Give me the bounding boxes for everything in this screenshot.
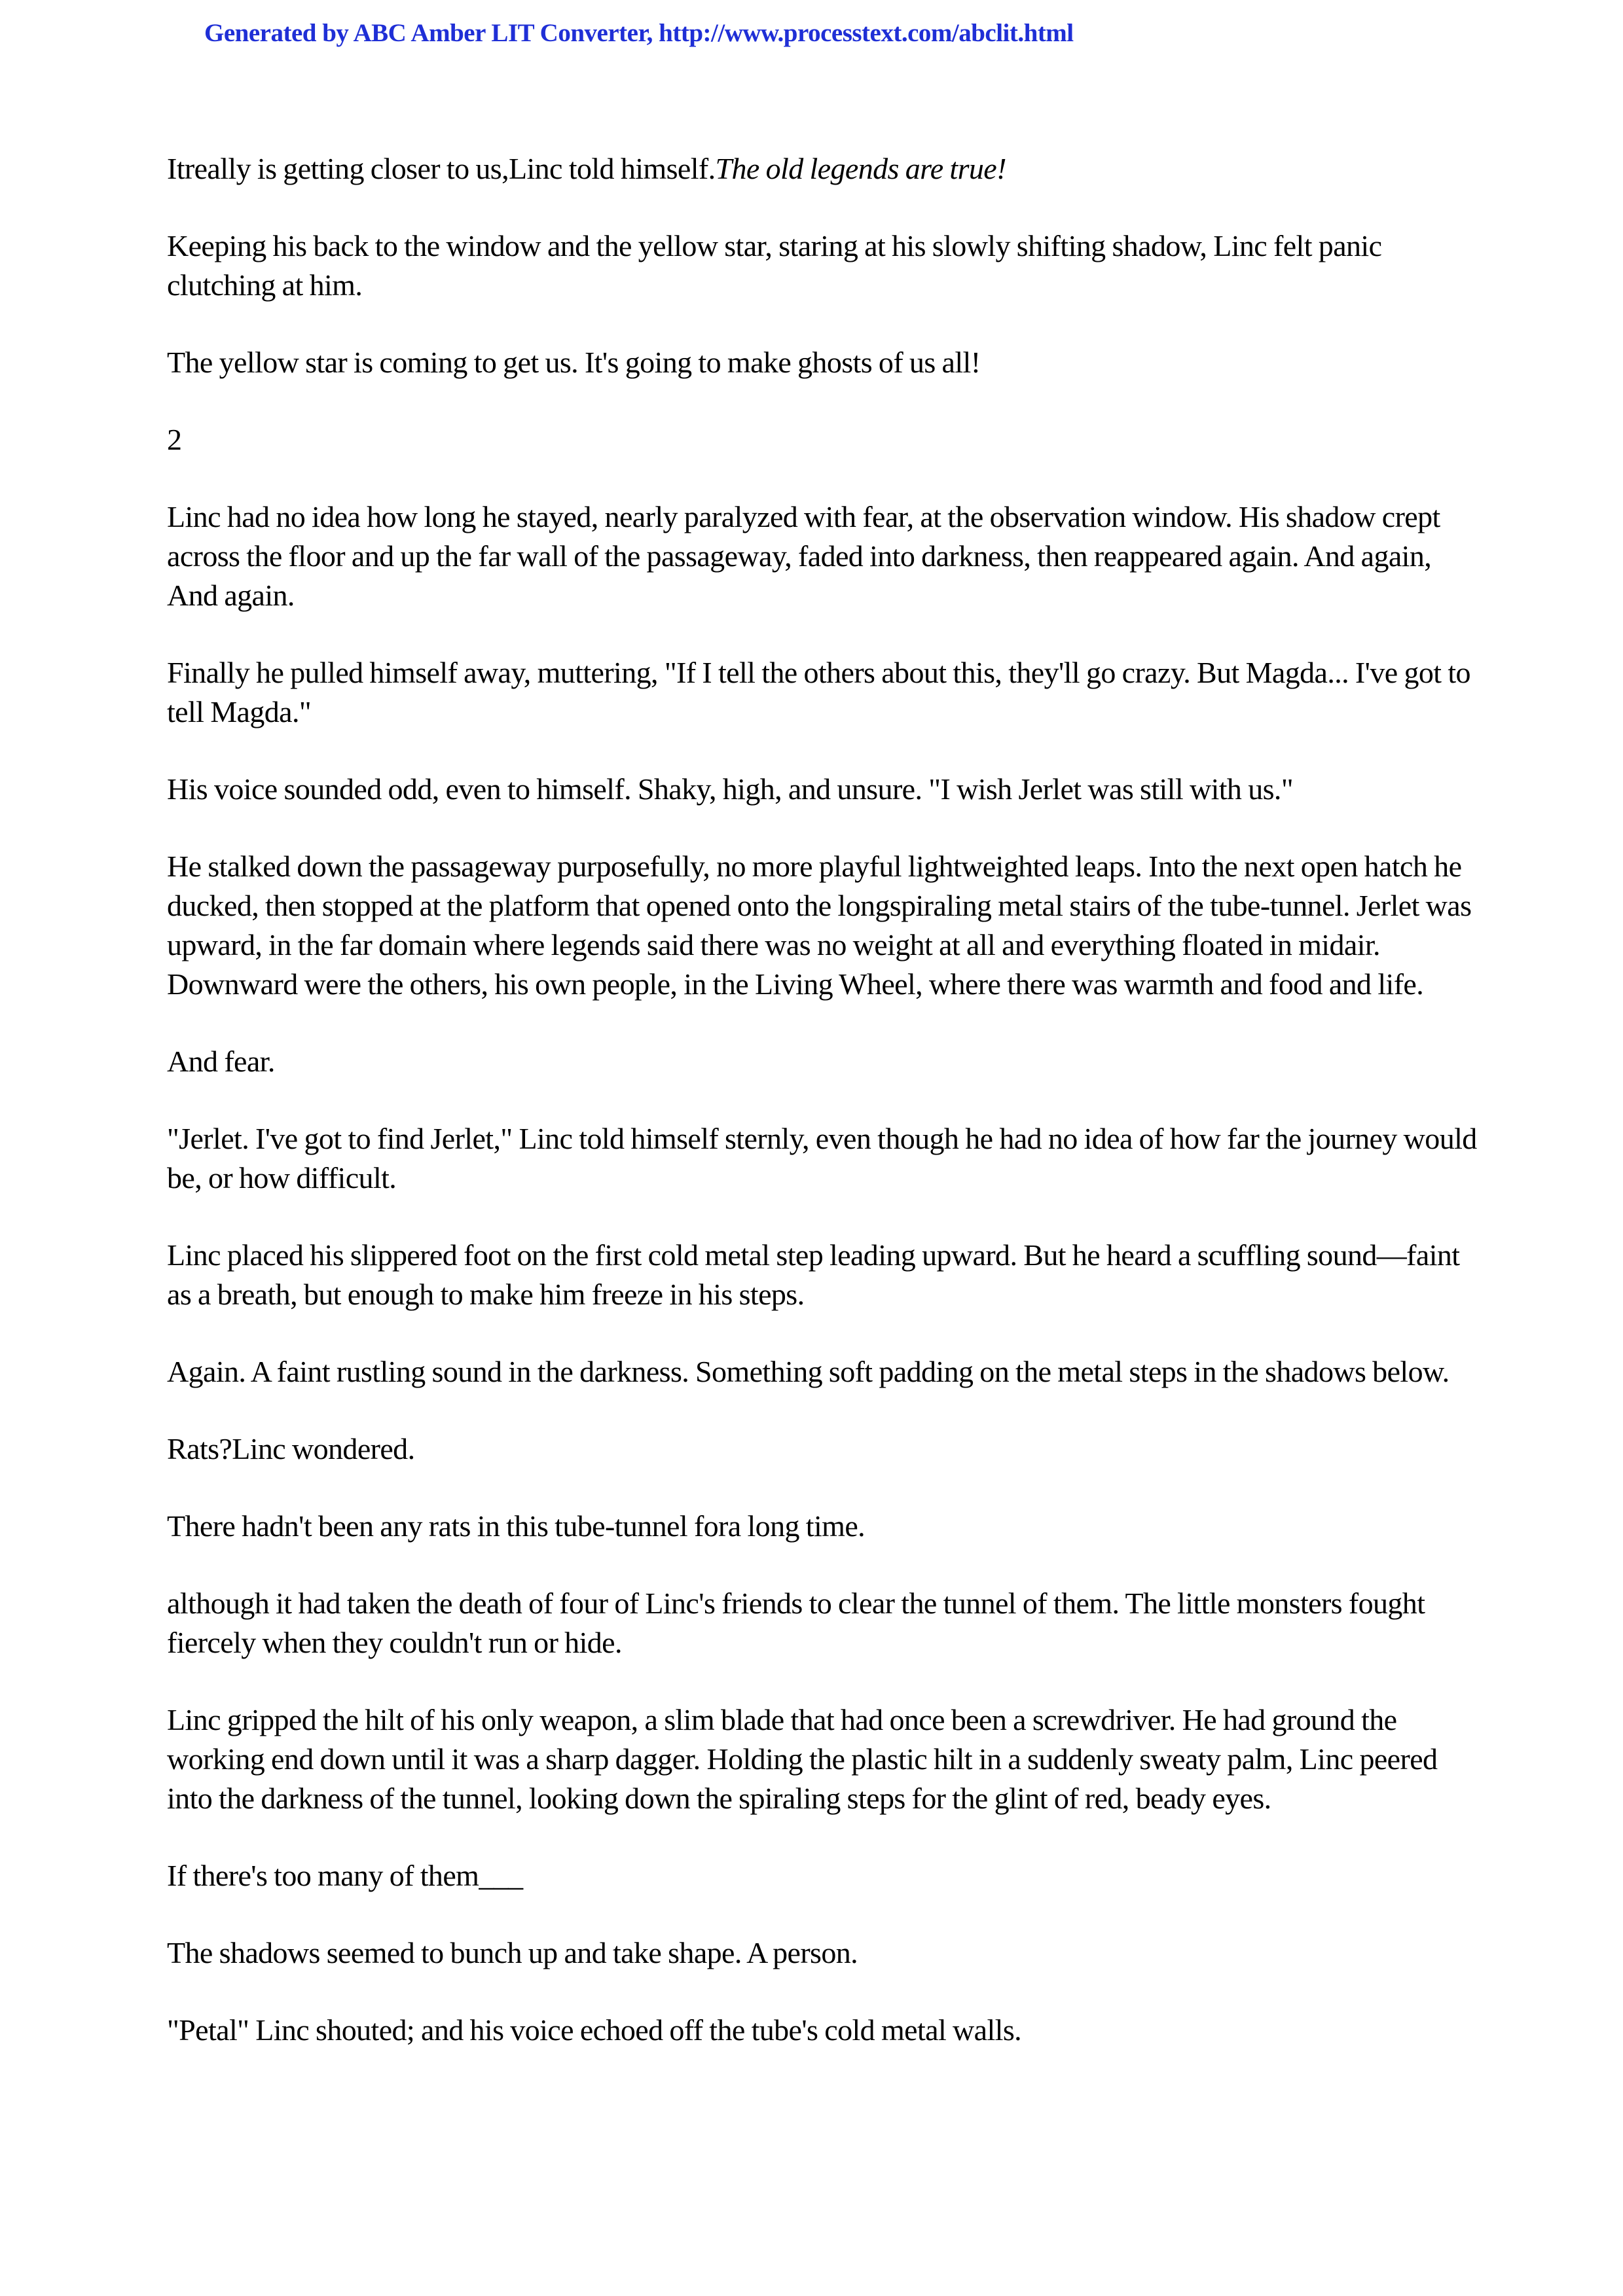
paragraph-text: Itreally is getting closer to us,Linc told himself. [167,152,716,185]
paragraph: He stalked down the passageway purposefully, no more playful lightweighted leaps. Into the next open hatch he ducked, then stopped at the platform that opened onto the longspiraling metal stairs of the tube-tunnel. Jerlet was upward, in the far domain where legends said there was no weight at all and everything floated in midair. Downward were the others, his own people, in the Living Wheel, where there was warmth and food and life. [167,850,1472,1001]
paragraph: although it had taken the death of four of Linc's friends to clear the tunnel of them. The little monsters fought fiercely when they couldn't run or hide. [167,1587,1425,1659]
document-body [167,149,1483,2088]
paragraph: There hadn't been any rats in this tube-tunnel fora long time. [167,1509,866,1543]
paragraph: Keeping his back to the window and the yellow star, staring at his slowly shifting shadow, Linc felt panic clutching at him. [167,229,1382,302]
converter-header: Generated by ABC Amber LIT Converter, http://www.processtext.com/abclit.html [204,19,1074,47]
paragraph: Rats?Linc wondered. [167,1432,415,1465]
paragraph: If there's too many of them___ [167,1859,523,1892]
paragraph: Linc had no idea how long he stayed, nearly paralyzed with fear, at the observation window. His shadow crept across the floor and up the far wall of the passageway, faded into darkness, then reappeared again. And again, And again. [167,500,1440,612]
paragraph: His voice sounded odd, even to himself. Shaky, high, and unsure. "I wish Jerlet was still with us." [167,772,1294,806]
paragraph: The shadows seemed to bunch up and take shape. A person. [167,1936,858,1969]
paragraph: Linc gripped the hilt of his only weapon, a slim blade that had once been a screwdriver. He had ground the working end down until it was a sharp dagger. Holding the plastic hilt in a suddenly sweaty palm, Linc peered into the darkness of the tunnel, looking down the spiraling steps for the glint of red, beady eyes. [167,1703,1438,1815]
paragraph: And fear. [167,1045,275,1078]
paragraph: Linc placed his slippered foot on the first cold metal step leading upward. But he heard a scuffling sound—faint as a breath, but enough to make him freeze in his steps. [167,1238,1460,1311]
paragraph [167,149,1483,188]
paragraph: Finally he pulled himself away, muttering, "If I tell the others about this, they'll go crazy. But Magda... I've got to tell Magda." [167,656,1470,728]
paragraph-italic-text: The old legends are true! [715,152,1006,185]
paragraph: The yellow star is coming to get us. It's going to make ghosts of us all! [167,346,981,379]
paragraph: "Jerlet. I've got to find Jerlet," Linc told himself sternly, even though he had no idea of how far the journey would be, or how difficult. [167,1122,1477,1194]
paragraph: Again. A faint rustling sound in the darkness. Something soft padding on the metal steps in the shadows below. [167,1355,1450,1388]
chapter-number: 2 [167,423,182,456]
paragraph: "Petal" Linc shouted; and his voice echoed off the tube's cold metal walls. [167,2013,1022,2047]
